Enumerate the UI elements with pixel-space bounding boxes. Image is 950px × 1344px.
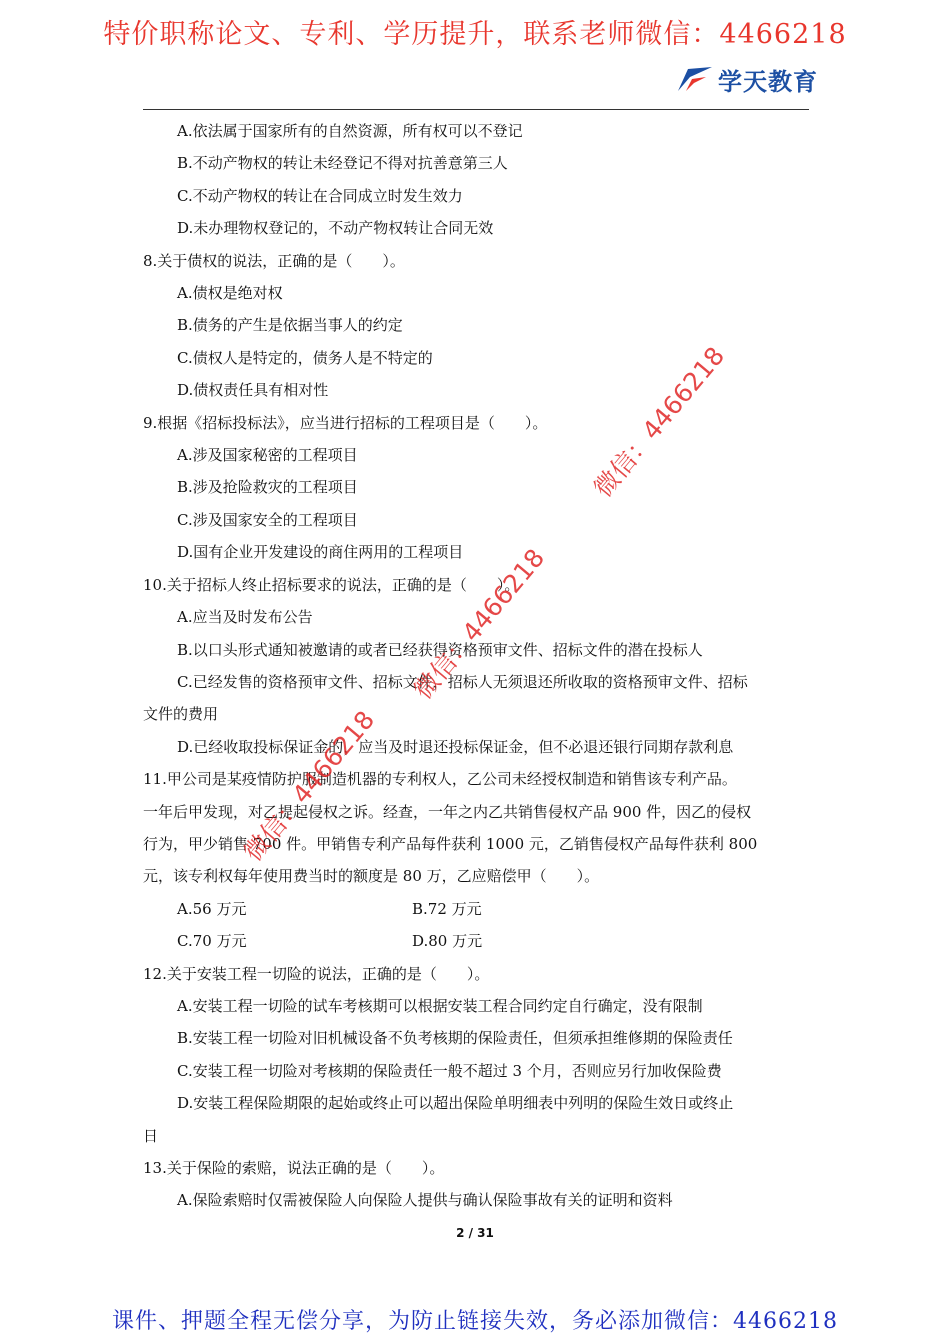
answer-option: A.保险索赔时仅需被保险人向保险人提供与确认保险事故有关的证明和资料	[177, 1191, 673, 1210]
answer-option: B.债务的产生是依据当事人的约定	[177, 316, 403, 335]
answer-option: A.应当及时发布公告	[177, 608, 313, 627]
answer-option: D.已经收取投标保证金的，应当及时退还投标保证金，但不必退还银行同期存款利息	[177, 737, 734, 756]
watermark: 微信：4466218	[238, 705, 381, 867]
answer-option: A.56 万元	[177, 899, 247, 918]
logo-mark-icon	[676, 65, 714, 93]
answer-option: D.80 万元	[412, 932, 483, 951]
logo-text: 学天教育	[718, 67, 818, 96]
question-text: 13.关于保险的索赔，说法正确的是（ ）。	[143, 1159, 445, 1177]
question-text: 9.根据《招标投标法》，应当进行招标的工程项目是（ ）。	[143, 413, 548, 432]
watermark: 微信：4466218	[588, 341, 731, 503]
question-text: 12.关于安装工程一切险的说法，正确的是（ ）。	[143, 964, 490, 983]
header-rule	[143, 109, 809, 110]
answer-option: C.不动产物权的转让在合同成立时发生效力	[177, 186, 463, 205]
answer-option: C.已经发售的资格预审文件、招标文件，招标人无须退还所收取的资格预审文件、招标	[177, 672, 748, 691]
answer-option: A.安装工程一切险的试车考核期可以根据安装工程合同约定自行确定，没有限制	[177, 996, 703, 1015]
answer-pairs	[143, 893, 811, 958]
question-text: 一年后甲发现，对乙提起侵权之诉。经查，一年之内乙共销售侵权产品 900 件，因乙的侵权	[143, 802, 752, 821]
brand-logo	[676, 62, 818, 96]
answer-option: B.不动产物权的转让未经登记不得对抗善意第三人	[177, 154, 508, 173]
answer-option: D.未办理物权登记的，不动产物权转让合同无效	[177, 219, 494, 238]
answer-option: B.以口头形式通知被邀请的或者已经获得资格预审文件、招标文件的潜在投标人	[177, 640, 703, 659]
answer-option: D.安装工程保险期限的起始或终止可以超出保险单明细表中列明的保险生效日或终止	[177, 1094, 734, 1113]
bottom-promo-banner: 课件、押题全程无偿分享，为防止链接失效，务必添加微信：4466218	[112, 1309, 838, 1334]
answer-option: B.安装工程一切险对旧机械设备不负考核期的保险责任，但须承担维修期的保险责任	[177, 1029, 733, 1048]
answer-option: C.安装工程一切险对考核期的保险责任一般不超过 3 个月，否则应另行加收保险费	[177, 1061, 722, 1080]
answer-option: C.涉及国家安全的工程项目	[177, 510, 358, 529]
answer-option: A.依法属于国家所有的自然资源，所有权可以不登记	[177, 122, 523, 140]
answer-option: A.债权是绝对权	[177, 284, 283, 303]
question-text: 10.关于招标人终止招标要求的说法，正确的是（ ）。	[143, 575, 520, 594]
answer-option-row	[143, 925, 811, 957]
watermark: 微信：4466218	[408, 543, 551, 705]
answer-option: C.70 万元	[177, 932, 247, 951]
answer-option: D.国有企业开发建设的商住两用的工程项目	[177, 543, 464, 562]
answer-option: D.债权责任具有相对性	[177, 381, 329, 400]
question-text: 元，该专利权每年使用费当时的额度是 80 万，乙应赔偿甲（ ）。	[143, 867, 600, 886]
document-body	[143, 115, 811, 1217]
question-text: 8.关于债权的说法，正确的是（ ）。	[143, 251, 405, 270]
question-text: 文件的费用	[143, 705, 219, 724]
question-text: 行为，甲少销售 700 件。甲销售专利产品每件获利 1000 元，乙销售侵权产品每件获利 800	[143, 834, 758, 853]
question-block-1	[143, 115, 811, 893]
answer-option: C.债权人是特定的，债务人是不特定的	[177, 348, 433, 367]
answer-option: B.72 万元	[412, 899, 482, 918]
question-block-2	[143, 958, 811, 1217]
answer-option-row	[143, 893, 811, 925]
page-number: 2 / 31	[456, 1226, 494, 1240]
question-text: 11.甲公司是某疫情防护服制造机器的专利权人，乙公司未经授权制造和销售该专利产品。	[143, 770, 737, 789]
top-promo-banner: 特价职称论文、专利、学历提升，联系老师微信：4466218	[103, 19, 847, 50]
question-text: 日	[143, 1126, 159, 1145]
answer-option: A.涉及国家秘密的工程项目	[177, 446, 358, 465]
answer-option: B.涉及抢险救灾的工程项目	[177, 478, 358, 497]
